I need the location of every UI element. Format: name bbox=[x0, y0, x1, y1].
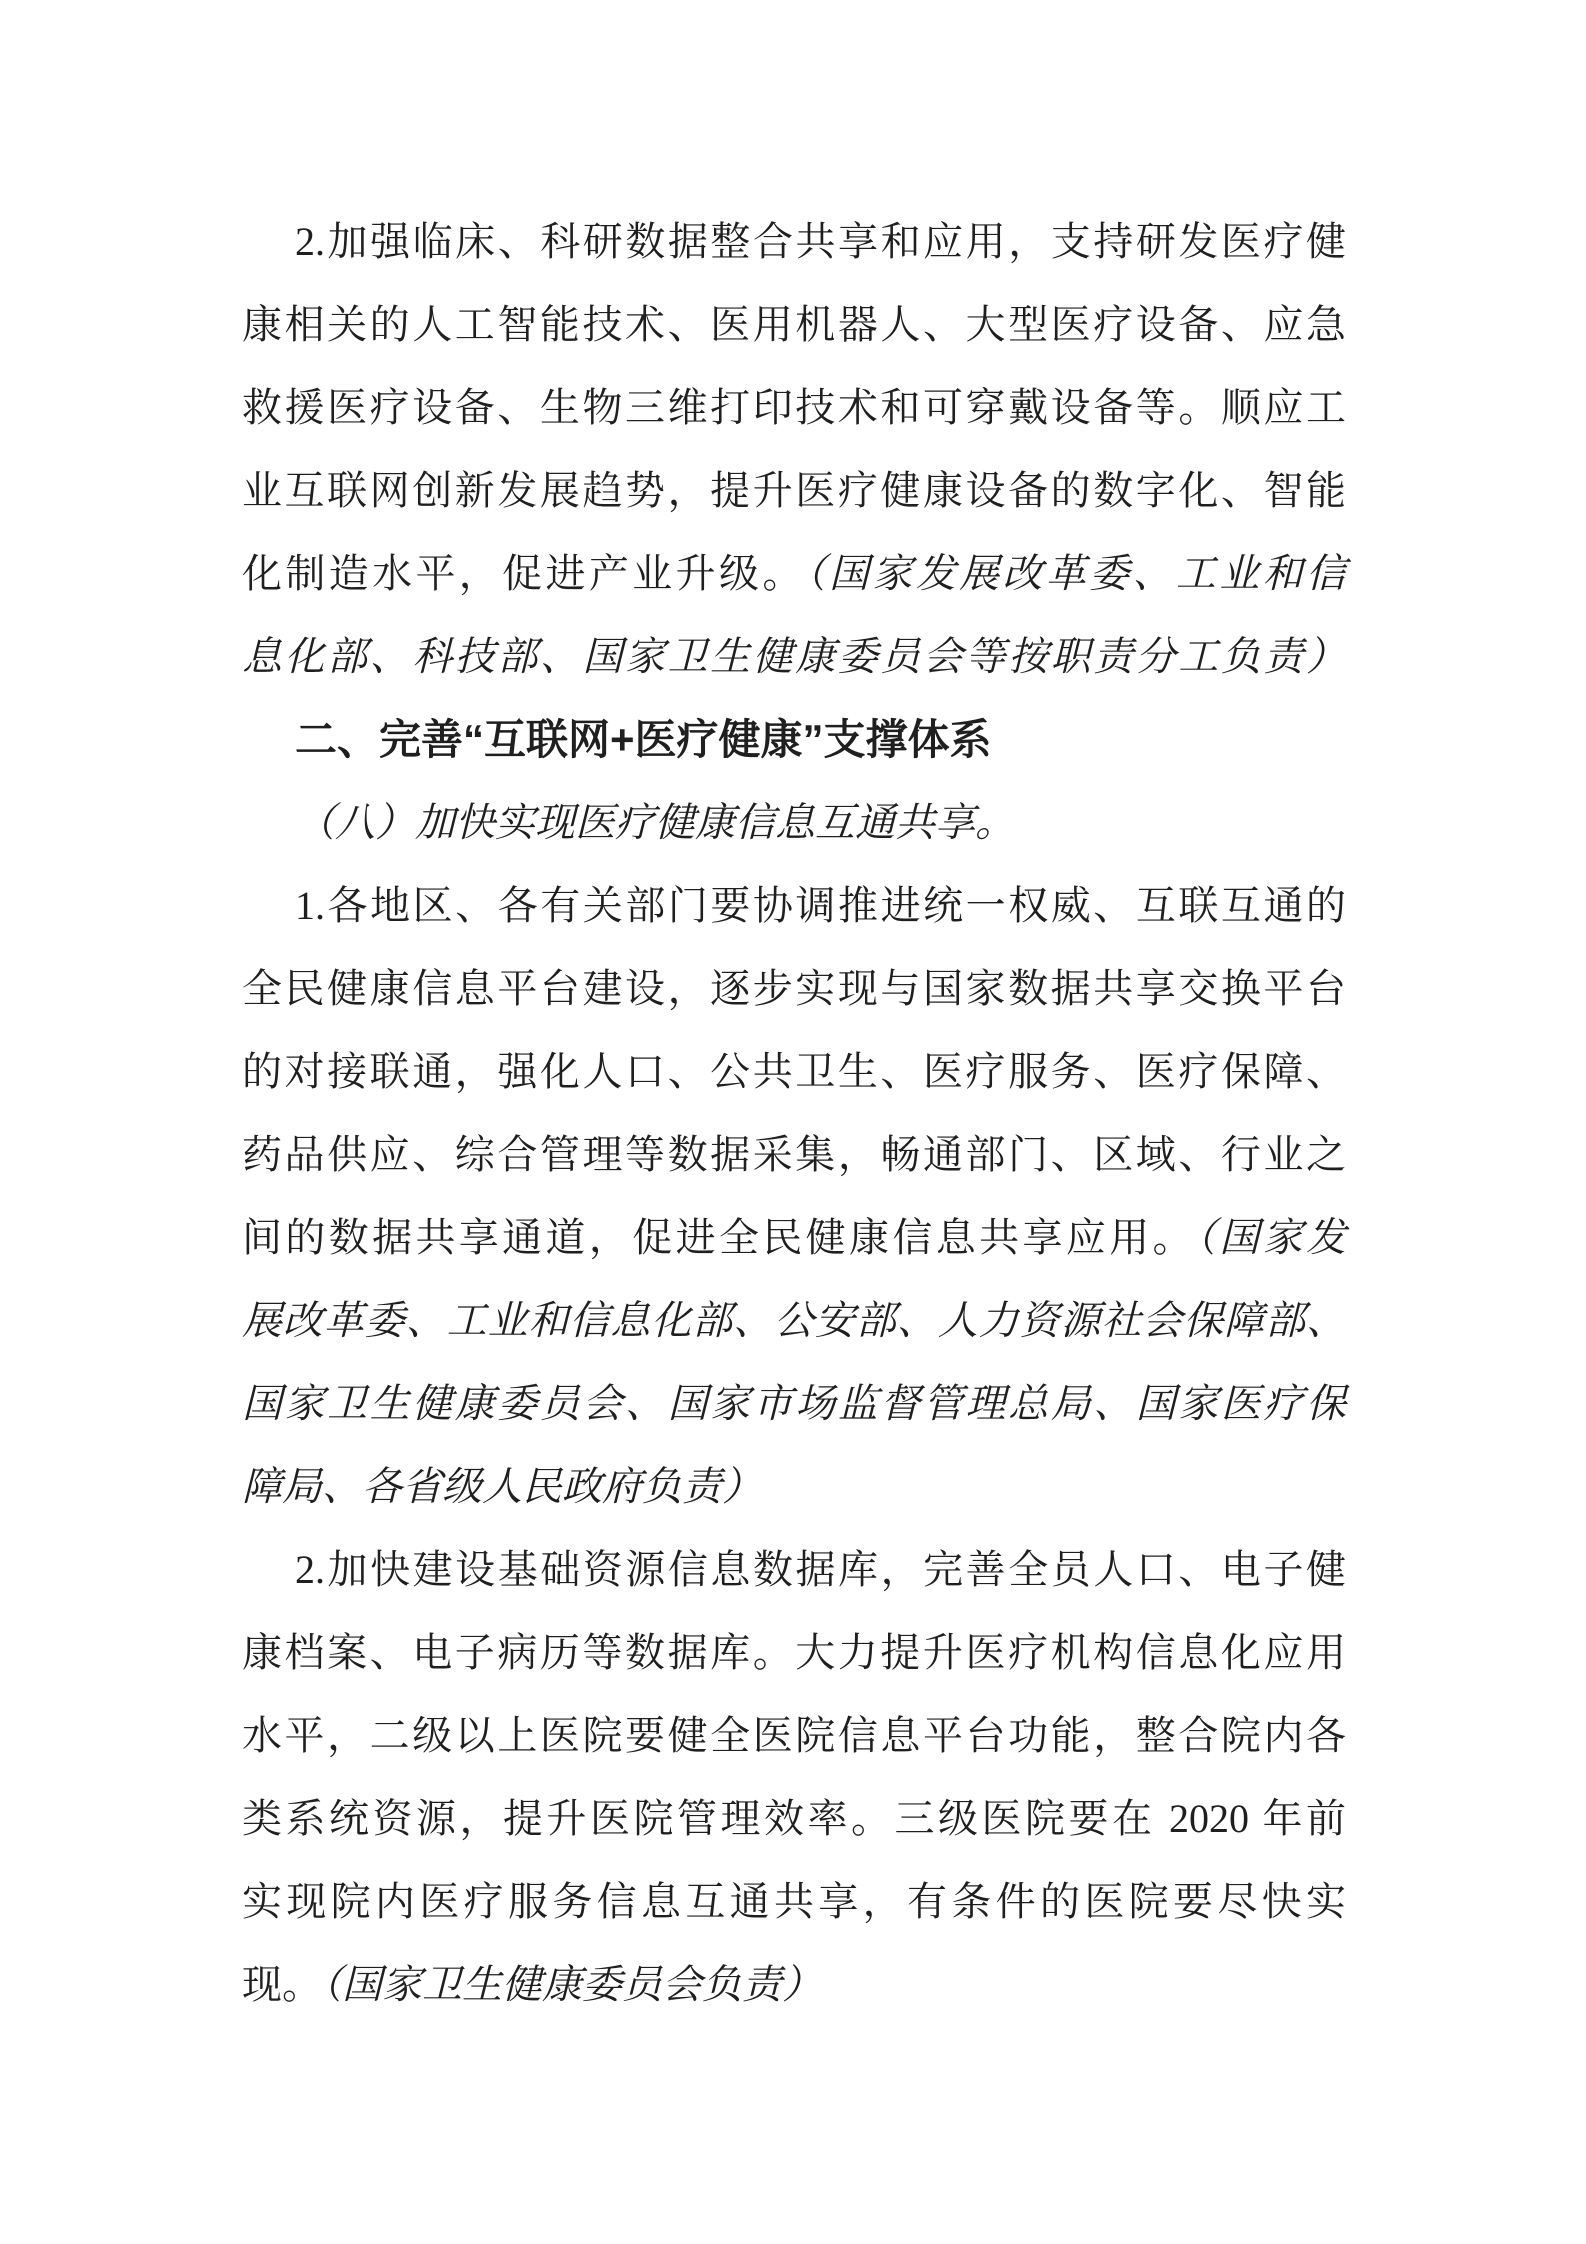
document-line bbox=[242, 449, 1346, 532]
body-text: 水平，二级以上医院要健全医院信息平台功能，整合院内各 bbox=[242, 1713, 1346, 1758]
document-line bbox=[242, 615, 1346, 698]
responsible-agencies-text: （国家发 bbox=[1195, 1215, 1347, 1260]
document-body bbox=[242, 200, 1346, 2026]
responsible-agencies-text: 展改革委、工业和信息化部、公安部、人力资源社会保障部、 bbox=[242, 1298, 1346, 1343]
body-text: 2.加强临床、科研数据整合共享和应用，支持研发医疗健 bbox=[295, 219, 1346, 264]
document-line bbox=[242, 1860, 1346, 1943]
body-text: 实现院内医疗服务信息互通共享，有条件的医院要尽快实 bbox=[242, 1879, 1346, 1924]
document-line bbox=[242, 1777, 1346, 1860]
section-heading-line bbox=[242, 698, 1346, 781]
document-line bbox=[242, 1196, 1346, 1279]
document-line bbox=[242, 1362, 1346, 1445]
document-line bbox=[242, 1445, 1346, 1528]
document-line bbox=[242, 1030, 1346, 1113]
responsible-agencies-text: （国家发展改革委、工业和信 bbox=[805, 551, 1347, 596]
document-line bbox=[242, 1528, 1346, 1611]
document-line bbox=[242, 366, 1346, 449]
body-text: 1.各地区、各有关部门要协调推进统一权威、互联互通的 bbox=[295, 883, 1346, 928]
body-text: 业互联网创新发展趋势，提升医疗健康设备的数字化、智能 bbox=[242, 468, 1346, 513]
body-text: 二、完善“互联网+医疗健康”支撑体系 bbox=[295, 716, 992, 763]
body-text: 间的数据共享通道，促进全民健康信息共享应用。 bbox=[242, 1215, 1196, 1260]
document-line bbox=[242, 1611, 1346, 1694]
document-line bbox=[242, 1694, 1346, 1777]
document-line bbox=[242, 947, 1346, 1030]
document-line bbox=[242, 1113, 1346, 1196]
body-text: 救援医疗设备、生物三维打印技术和可穿戴设备等。顺应工 bbox=[242, 385, 1346, 430]
body-text: 康档案、电子病历等数据库。大力提升医疗机构信息化应用 bbox=[242, 1630, 1346, 1675]
body-text: 的对接联通，强化人口、公共卫生、医疗服务、医疗保障、 bbox=[242, 1049, 1346, 1094]
body-text: 类系统资源，提升医院管理效率。三级医院要在 2020 年前 bbox=[242, 1796, 1346, 1841]
document-line bbox=[242, 1943, 1346, 2026]
responsible-agencies-text: 障局、各省级人民政府负责） bbox=[242, 1464, 762, 1509]
body-text: 2.加快建设基础资源信息数据库，完善全员人口、电子健 bbox=[295, 1547, 1346, 1592]
document-line bbox=[242, 864, 1346, 947]
responsible-agencies-text: 国家卫生健康委员会、国家市场监督管理总局、国家医疗保 bbox=[242, 1381, 1346, 1426]
document-line bbox=[242, 1279, 1346, 1362]
document-line bbox=[242, 532, 1346, 615]
body-text: 化制造水平，促进产业升级。 bbox=[242, 551, 806, 596]
responsible-agencies-text: （国家卫生健康委员会负责） bbox=[322, 1962, 822, 2007]
body-text: 康相关的人工智能技术、医用机器人、大型医疗设备、应急 bbox=[242, 302, 1346, 347]
document-line bbox=[242, 781, 1346, 864]
document-line bbox=[242, 200, 1346, 283]
responsible-agencies-text: （八）加快实现医疗健康信息互通共享。 bbox=[295, 800, 1015, 845]
body-text: 全民健康信息平台建设，逐步实现与国家数据共享交换平台 bbox=[242, 966, 1346, 1011]
responsible-agencies-text: 息化部、科技部、国家卫生健康委员会等按职责分工负责） bbox=[242, 634, 1346, 679]
body-text: 现。 bbox=[242, 1962, 322, 2007]
body-text: 药品供应、综合管理等数据采集，畅通部门、区域、行业之 bbox=[242, 1132, 1346, 1177]
document-line bbox=[242, 283, 1346, 366]
